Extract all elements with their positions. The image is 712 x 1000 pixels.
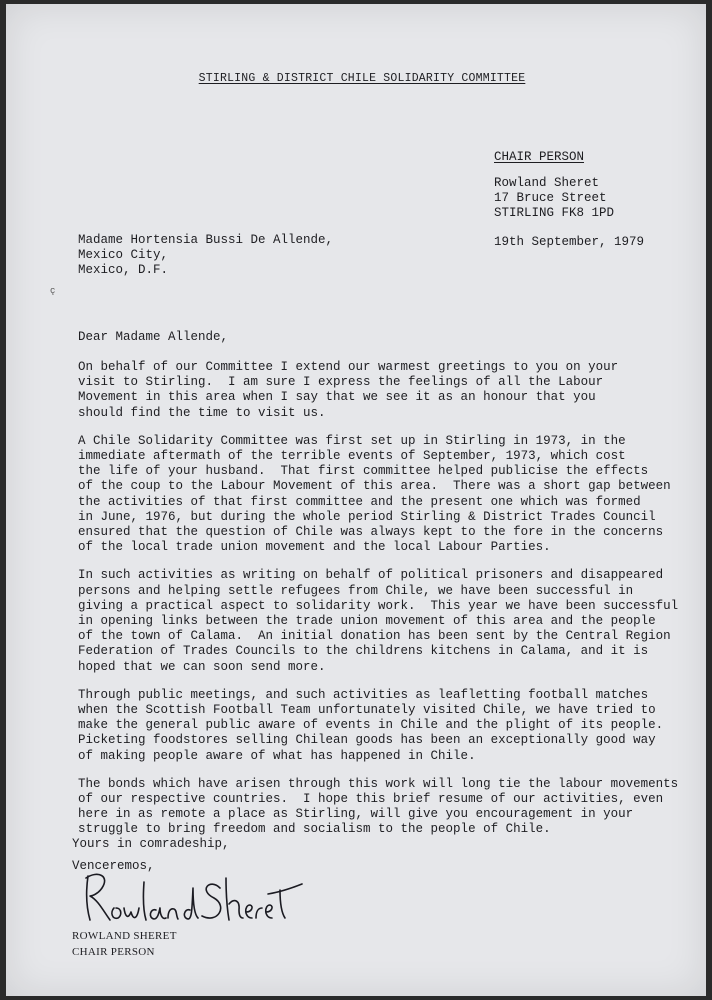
letter-page [6, 4, 706, 996]
sender-city: STIRLING FK8 1PD [494, 206, 615, 220]
body-line: In such activities as writing on behalf of political prisoners and disappeared [78, 568, 664, 583]
body-line: of the town of Calama. An initial donation has been sent by the Central Region [78, 629, 671, 644]
body-line: the life of your husband. That first committee helped publicise the effects [78, 464, 649, 479]
sender-name: Rowland Sheret [494, 176, 600, 190]
body-line: in opening links between the trade union movement of this area and the people [78, 614, 656, 629]
body-line: when the Scottish Football Team unfortunately visited Chile, we have tried to [78, 703, 656, 718]
paragraph [78, 688, 678, 764]
valediction: Venceremos, [72, 859, 155, 873]
paragraph [78, 777, 678, 838]
signatory-title: CHAIR PERSON [72, 946, 155, 958]
body-line: Picketing foodstores selling Chilean goods has been an exceptionally good way [78, 733, 656, 748]
body-line: here in as remote a place as Stirling, will give you encouragement in your [78, 807, 634, 822]
body-line: Federation of Trades Councils to the childrens kitchens in Calama, and it is [78, 644, 649, 659]
margin-mark: ç [50, 286, 56, 296]
paragraph [78, 568, 678, 674]
recipient-line-2: Mexico City, [78, 248, 169, 263]
body-line: struggle to bring freedom and socialism to the people of Chile. [78, 822, 551, 837]
sender-heading: CHAIR PERSON [494, 150, 585, 164]
body-line: A Chile Solidarity Committee was first set up in Stirling in 1973, in the [78, 433, 626, 448]
body-line: persons and helping settle refugees from Chile, we have been successful in [78, 583, 634, 598]
organization-letterhead [6, 72, 706, 85]
body-line: immediate aftermath of the terrible events of September, 1973, which cost [78, 449, 626, 464]
sender-address [494, 176, 614, 221]
salutation: Dear Madame Allende, [78, 330, 229, 344]
body-line: of making people aware of what has happened in Chile. [78, 748, 476, 763]
body-line: of the coup to the Labour Movement of this area. There was a short gap between [78, 479, 671, 494]
body-line: The bonds which have arisen through this work will long tie the labour movements [78, 776, 679, 791]
recipient-line-1: Madame Hortensia Bussi De Allende, [78, 233, 334, 247]
signatory-name: ROWLAND SHERET [72, 930, 177, 942]
recipient-line-3: Mexico, D.F. [78, 263, 169, 278]
body-line: visit to Stirling. I am sure I express the feelings of all the Labour [78, 375, 604, 390]
body-line: hoped that we can soon send more. [78, 659, 326, 674]
organization-name: STIRLING & DISTRICT CHILE SOLIDARITY COMMITTEE [198, 72, 526, 85]
body-line: make the general public aware of events in Chile and the plight of its people. [78, 718, 664, 733]
paragraph [78, 360, 678, 421]
body-line: the activities of that first committee and the present one which was formed [78, 494, 641, 509]
body-line: On behalf of our Committee I extend our warmest greetings to you on your [78, 360, 619, 374]
closing: Yours in comradeship, [72, 837, 230, 851]
paragraph [78, 434, 678, 556]
handwritten-signature [80, 868, 310, 938]
letter-body [78, 360, 678, 851]
recipient-address [78, 233, 333, 279]
body-line: in June, 1976, but during the whole period Stirling & District Trades Council [78, 509, 656, 524]
sender-street: 17 Bruce Street [494, 191, 607, 205]
body-line: of our respective countries. I hope this brief resume of our activities, even [78, 792, 664, 807]
body-line: Through public meetings, and such activities as leafletting football matches [78, 687, 649, 702]
letter-date: 19th September, 1979 [494, 235, 645, 249]
body-line: Movement in this area when I say that we see it as an honour that you [78, 390, 596, 405]
body-line: ensured that the question of Chile was always kept to the fore in the concerns [78, 525, 664, 540]
body-line: of the local trade union movement and the local Labour Parties. [78, 540, 551, 555]
body-line: should find the time to visit us. [78, 405, 326, 420]
body-line: giving a practical aspect to solidarity work. This year we have been successful [78, 598, 679, 613]
